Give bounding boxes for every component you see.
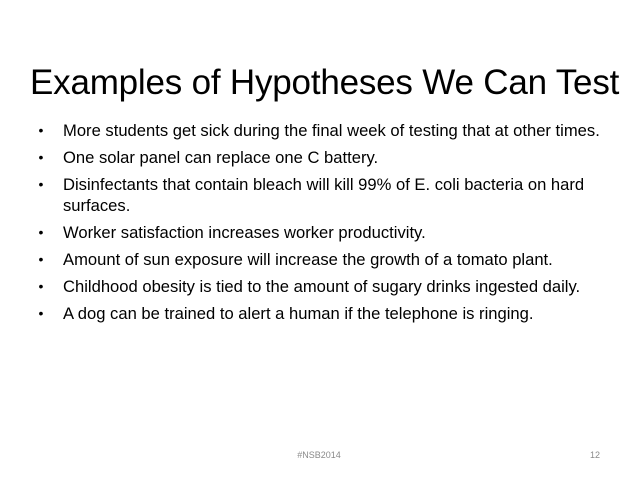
bullet-text: Disinfectants that contain bleach will kill 99% of E. coli bacteria on hard surfaces. xyxy=(63,175,585,215)
list-item xyxy=(35,147,615,168)
list-item xyxy=(35,249,615,270)
bullet-text: Childhood obesity is tied to the amount of sugary drinks ingested daily. xyxy=(63,277,581,296)
slide-number: 12 xyxy=(589,450,600,460)
bullet-text: Worker satisfaction increases worker productivity. xyxy=(63,223,426,242)
bullet-icon: • xyxy=(38,149,44,165)
footer-hashtag-text: #NSB2014 xyxy=(297,450,341,460)
list-item xyxy=(35,276,615,297)
list-item xyxy=(35,303,615,324)
bullet-icon: • xyxy=(38,176,44,192)
list-item xyxy=(35,174,615,216)
bullet-icon: • xyxy=(38,251,44,267)
bullet-text: One solar panel can replace one C battery. xyxy=(63,148,379,167)
bullet-icon: • xyxy=(38,122,44,138)
footer-hashtag xyxy=(0,450,638,460)
slide-title: Examples of Hypotheses We Can Test xyxy=(30,63,620,103)
list-item xyxy=(35,222,615,243)
bullet-icon: • xyxy=(38,278,44,294)
bullet-text: More students get sick during the final week of testing that at other times. xyxy=(63,121,600,140)
bullet-text: A dog can be trained to alert a human if the telephone is ringing. xyxy=(63,304,534,323)
bullet-text: Amount of sun exposure will increase the growth of a tomato plant. xyxy=(63,250,553,269)
bullet-icon: • xyxy=(38,305,44,321)
list-item xyxy=(35,120,615,141)
bullet-icon: • xyxy=(38,224,44,240)
bullet-list xyxy=(35,120,615,330)
